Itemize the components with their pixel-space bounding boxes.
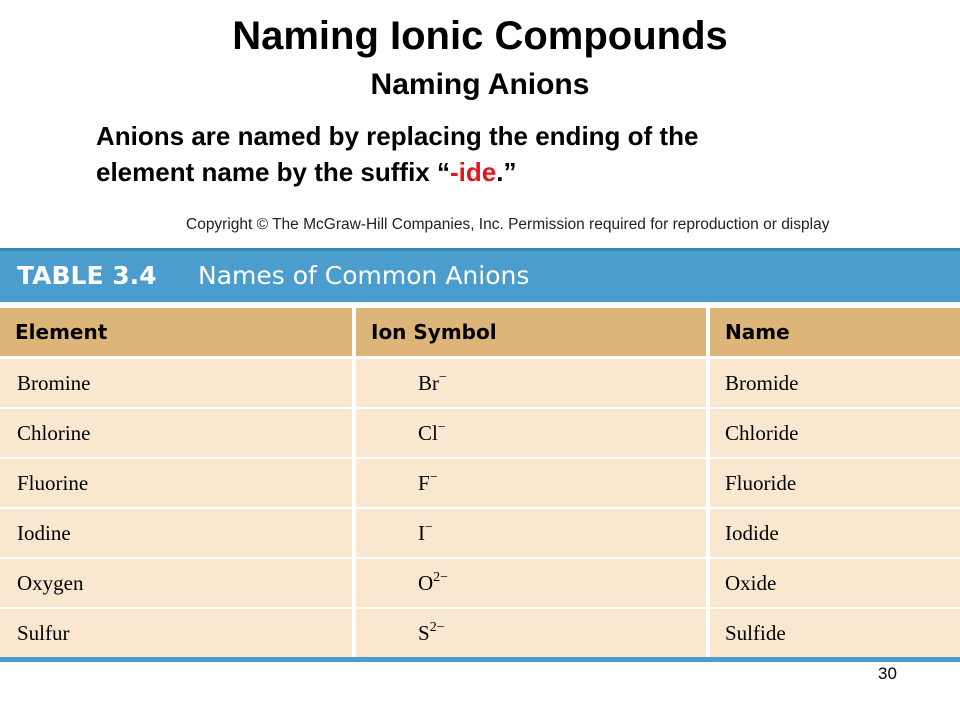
body-line-2-end: .” (496, 157, 517, 187)
ion-symbol: Cl (418, 421, 438, 445)
element-cell: Fluorine (0, 459, 352, 507)
header-element: Element (0, 308, 352, 356)
anion-name-cell: Fluoride (710, 459, 960, 507)
ion-symbol-cell (356, 409, 706, 457)
table-row (0, 409, 960, 457)
element-cell: Oxygen (0, 559, 352, 607)
anion-name-cell: Bromide (710, 359, 960, 407)
table-caption: Names of Common Anions (198, 261, 530, 290)
element-cell: Chlorine (0, 409, 352, 457)
element-cell: Bromine (0, 359, 352, 407)
ion-symbol: O (418, 571, 434, 595)
ion-symbol: S (418, 621, 430, 645)
ion-charge: 2− (433, 570, 449, 585)
anion-table (0, 248, 960, 662)
slide-title: Naming Ionic Compounds (232, 14, 728, 58)
ion-charge: − (429, 470, 438, 485)
anion-name-cell: Iodide (710, 509, 960, 557)
element-cell: Sulfur (0, 609, 352, 657)
table-banner (0, 248, 960, 302)
ion-symbol: F (418, 471, 430, 495)
body-line-2 (96, 154, 896, 190)
slide-subtitle: Naming Anions (370, 68, 590, 101)
page-number: 30 (878, 664, 897, 683)
anion-name-cell: Sulfide (710, 609, 960, 657)
ion-charge: − (439, 370, 447, 385)
table-row (0, 459, 960, 507)
ion-charge: − (425, 520, 433, 535)
ion-symbol-cell (356, 359, 706, 407)
ion-symbol: Br (418, 371, 439, 395)
element-cell: Iodine (0, 509, 352, 557)
ion-symbol-cell (356, 509, 706, 557)
header-name: Name (710, 308, 960, 356)
copyright-notice: Copyright © The McGraw-Hill Companies, Inc. Permission required for reproduction or display (186, 216, 830, 233)
table-row (0, 609, 960, 657)
body-text (96, 118, 896, 190)
anion-name-cell: Chloride (710, 409, 960, 457)
table-bottom-rule (0, 657, 960, 662)
header-ion-symbol: Ion Symbol (356, 308, 706, 356)
table-row (0, 359, 960, 407)
ion-symbol-cell (356, 459, 706, 507)
ion-charge: − (437, 420, 446, 435)
ion-symbol: I (418, 521, 425, 545)
body-line-2-start: element name by the suffix “ (96, 157, 450, 187)
table-header-row (0, 308, 960, 356)
suffix-highlight: -ide (449, 157, 497, 187)
ion-symbol-cell (356, 609, 706, 657)
table-row (0, 559, 960, 607)
ion-charge: 2− (429, 620, 445, 635)
table-number: TABLE 3.4 (17, 261, 157, 290)
body-line-1: Anions are named by replacing the ending of the (96, 121, 699, 151)
ion-symbol-cell (356, 559, 706, 607)
table-row (0, 509, 960, 557)
anion-name-cell: Oxide (710, 559, 960, 607)
